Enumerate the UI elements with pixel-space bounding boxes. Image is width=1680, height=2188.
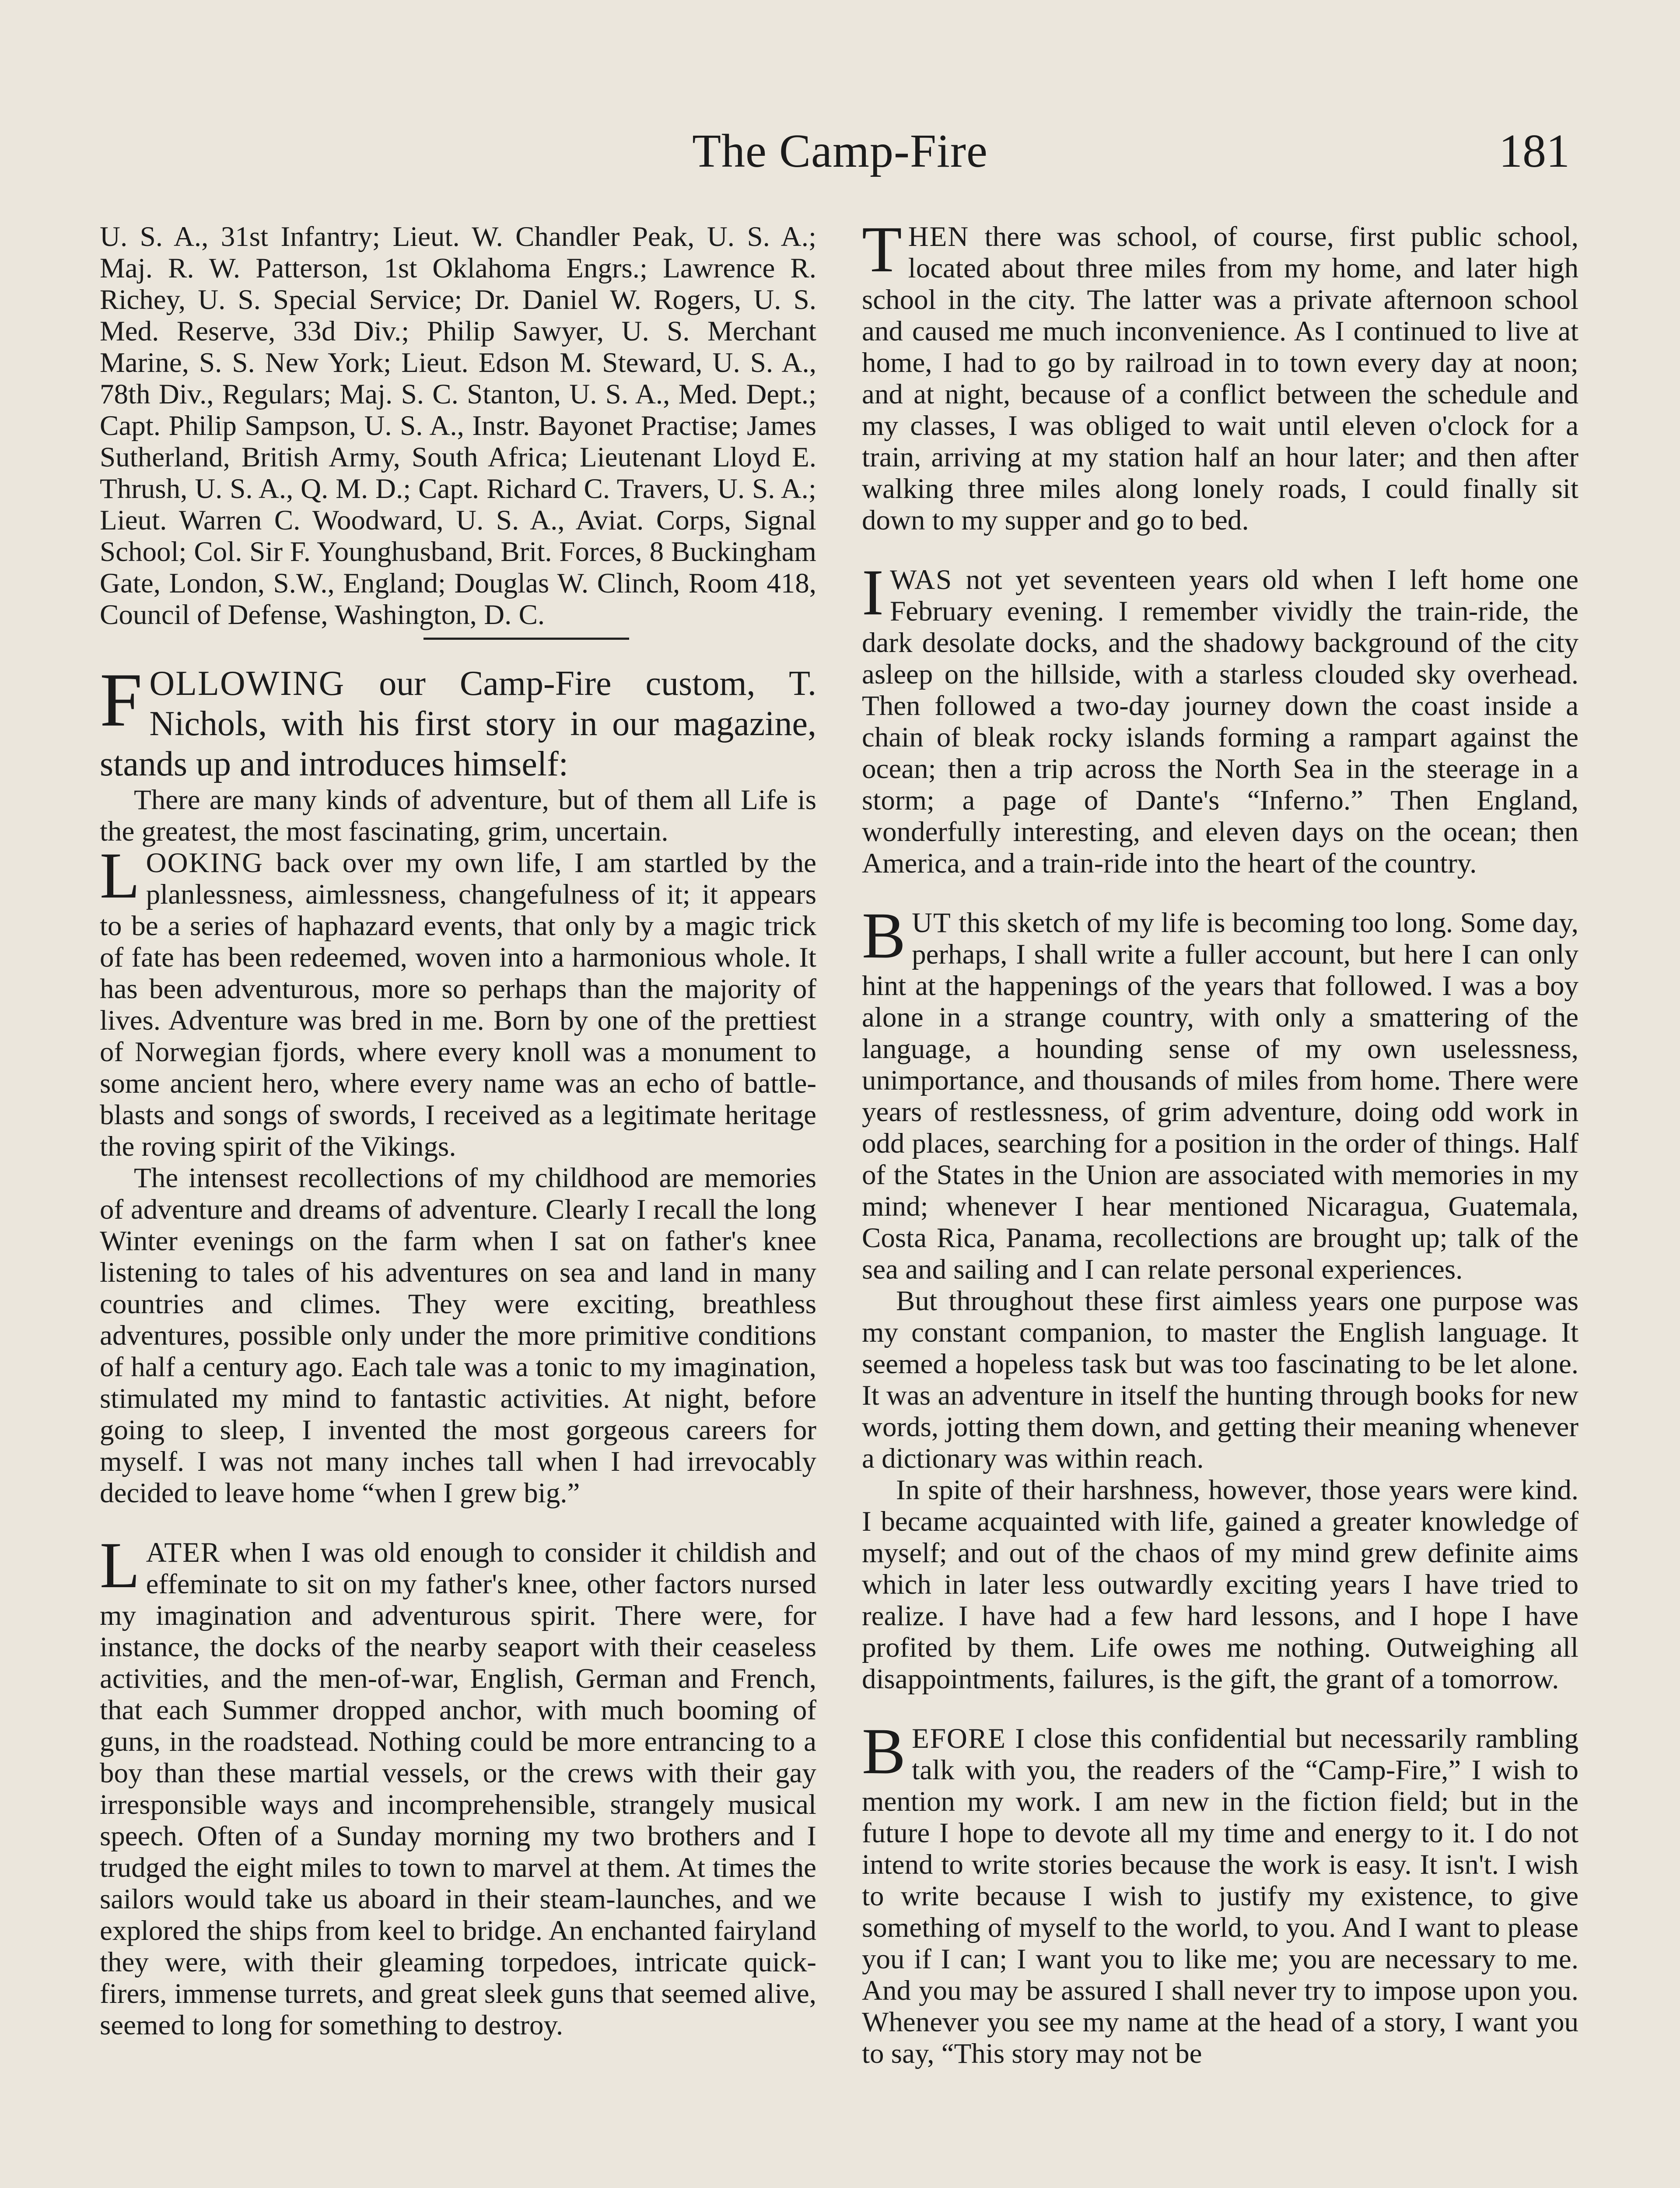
right-column [862, 213, 1578, 2069]
left-column [100, 221, 816, 2041]
paragraph-gap [862, 879, 1578, 907]
section-divider [424, 638, 629, 640]
drop-cap: T [862, 213, 902, 286]
leaving-home-paragraph [862, 556, 1578, 879]
paragraph-gap [862, 536, 1578, 564]
paragraph-text: our Camp-Fire custom, T. Nichols, with his first story in our magazine, stands up and introduces himself: [100, 664, 816, 783]
lead-word: ATER [146, 1537, 221, 1568]
drop-cap: B [862, 899, 906, 972]
paragraph-gap [862, 1695, 1578, 1723]
page-title: The Camp-Fire [692, 125, 988, 177]
lead-word: WAS [889, 564, 953, 596]
contributor-list-paragraph: U. S. A., 31st Infantry; Lieut. W. Chandler Peak, U. S. A.; Maj. R. W. Patterson, 1st Oklahoma Engrs.; Lawrence R. Richey, U. S. Special Service; Dr. Daniel W. Rogers, U. S. Med. Reserve, 33d Div.; Philip Sawyer, U. S. Merchant Marine, S. S. New York; Lieut. Edson M. Steward, U. S. A., 78th Div., Regulars; Maj. S. C. Stanton, U. S. A., Med. Dept.; Capt. Philip Sampson, U. S. A., Instr. Bayonet Practise; James Sutherland, British Army, South Africa; Lieutenant Lloyd E. Thrush, U. S. A., Q. M. D.; Capt. Richard C. Travers, U. S. A.; Lieut. Warren C. Woodward, U. S. A., Aviat. Corps, Signal School; Col. Sir F. Younghusband, Brit. Forces, 8 Buckingham Gate, London, S.W., England; Douglas W. Clinch, Room 418, Council of Defense, Washington, D. C. [100, 221, 816, 631]
lead-word: EFORE [912, 1723, 1006, 1754]
paragraph-text: there was school, of course, first public school, located about three miles from my home, and later high school in the city. The latter was a private afternoon school and caused me much inconvenience. As I continued to live at home, I had to go by railroad in to town every day at noon; and at night, because of a conflict between the schedule and my classes, I was obliged to wait until eleven o'clock for a train, arriving at my station half an hour later; and then after walking three miles along lonely roads, I could finally sit down to my supper and go to bed. [862, 221, 1578, 536]
epigraph-paragraph: There are many kinds of adventure, but of them all Life is the greatest, the most fascinating, grim, uncertain. [100, 784, 816, 847]
school-paragraph [862, 213, 1578, 536]
drop-cap: I [862, 556, 884, 629]
harsh-years-paragraph: In spite of their harshness, however, those years were kind. I became acquainted with life, gained a greater knowledge of myself; and out of the chaos of my mind grew definite aims which in later less outwardly exciting years I have tried to realize. I have had a few hard lessons, and I hope I have profited by them. Life owes me nothing. Outweighing all disappointments, failures, is the gift, the grant of a tomorrow. [862, 1474, 1578, 1695]
paragraph-gap [100, 1509, 816, 1537]
lead-word: OOKING [146, 847, 263, 879]
later-paragraph [100, 1529, 816, 2041]
lead-word: UT [912, 907, 952, 939]
closing-paragraph [862, 1715, 1578, 2069]
page-number: 181 [1499, 125, 1570, 177]
lead-word: HEN [908, 221, 970, 252]
paragraph-text: when I was old enough to consider it childish and effeminate to sit on my father's knee, other factors nursed my imagination and adventurous spirit. There were, for instance, the docks of the nearby seaport with their ceaseless activities, and the men-of-war, English, German and French, that each Summer dropped anchor, with much booming of guns, in the roadstead. Nothing could be more entrancing to a boy than these martial vessels, or the crews with their gay irresponsible ways and incomprehensible, strangely musical speech. Often of a Sunday morning my two brothers and I trudged the eight miles to town to marvel at them. At times the sailors would take us aboard in their steam-launches, and we explored the ships from keel to bridge. An enchanted fairyland they were, with their gleaming torpedoes, intricate quick-firers, immense turrets, and great sleek guns that seemed alive, seemed to long for something to destroy. [100, 1537, 816, 2041]
paragraph-text: not yet seventeen years old when I left home one February evening. I remember vividly the train-ride, the dark desolate docks, and the shadowy background of the city asleep on the hillside, with a starless clouded sky overhead. Then followed a two-day journey down the coast inside a chain of bleak rocky islands forming a rampart against the ocean; then a trip across the North Sea in the steerage in a storm; a page of Dante's “Inferno.” Then England, wonderfully interesting, and eleven days on the ocean; then America, and a train-ride into the heart of the country. [862, 564, 1578, 879]
paragraph-text: back over my own life, I am startled by the planlessness, aimlessness, changefulness of it; it appears to be a series of haphazard events, that only by a magic trick of fate has been redeemed, woven into a harmonious whole. It has been adventurous, more so perhaps than the majority of lives. Adventure was bred in me. Born by one of the prettiest of Norwegian fjords, where every knoll was a monument to some ancient hero, where every name was an echo of battle-blasts and songs of swords, I received as a legitimate heritage the roving spirit of the Vikings. [100, 847, 816, 1162]
introduction-paragraph [100, 657, 816, 784]
childhood-paragraph: The intensest recollections of my childhood are memories of adventure and dreams of adventure. Clearly I recall the long Winter evenings on the farm when I sat on father's knee listening to tales of his adventures on sea and land in many countries and climes. They were exciting, breathless adventures, possible only under the more primitive conditions of half a century ago. Each tale was a tonic to my imagination, stimulated my mind to fantastic activities. At night, before going to sleep, I invented the most gorgeous careers for myself. I was not many inches tall when I had irrevocably decided to leave home “when I grew big.” [100, 1162, 816, 1509]
english-language-paragraph: But throughout these first aimless years one purpose was my constant companion, to master the English language. It seemed a hopeless task but was too fascinating to be let alone. It was an adventure in itself the hunting through books for new words, jotting them down, and getting their meaning whenever a dictionary was within reach. [862, 1285, 1578, 1474]
sketch-paragraph [862, 899, 1578, 1285]
lead-word: OLLOWING [149, 664, 345, 703]
paragraph-text: this sketch of my life is becoming too long. Some day, perhaps, I shall write a fuller account, but here I can only hint at the happenings of the years that followed. I was a boy alone in a strange country, with only a smattering of the language, a hounding sense of my own uselessness, unimportance, and thousands of miles from home. There were years of restlessness, of grim adventure, doing odd work in odd places, searching for a position in the order of things. Half of the States in the Union are associated with memories in my mind; whenever I hear mentioned Nicaragua, Guatemala, Costa Rica, Panama, recollections are brought up; talk of the sea and sailing and I can relate personal experiences. [862, 907, 1578, 1285]
drop-cap: L [100, 839, 140, 912]
looking-back-paragraph [100, 839, 816, 1162]
drop-cap: L [100, 1529, 140, 1602]
drop-cap: B [862, 1715, 906, 1788]
drop-cap: F [100, 657, 143, 742]
paragraph-text: I close this confidential but necessarily rambling talk with you, the readers of the “Camp-Fire,” I wish to mention my work. I am new in the fiction field; but in the future I hope to devote all my time and energy to it. I do not intend to write stories because the work is easy. It isn't. I wish to write because I wish to justify my existence, to give something of myself to the world, to you. And I want to please you if I can; I want you to like me; you are necessary to me. And you may be assured I shall never try to impose upon you. Whenever you see my name at the head of a story, I want you to say, “This story may not be [862, 1723, 1578, 2069]
